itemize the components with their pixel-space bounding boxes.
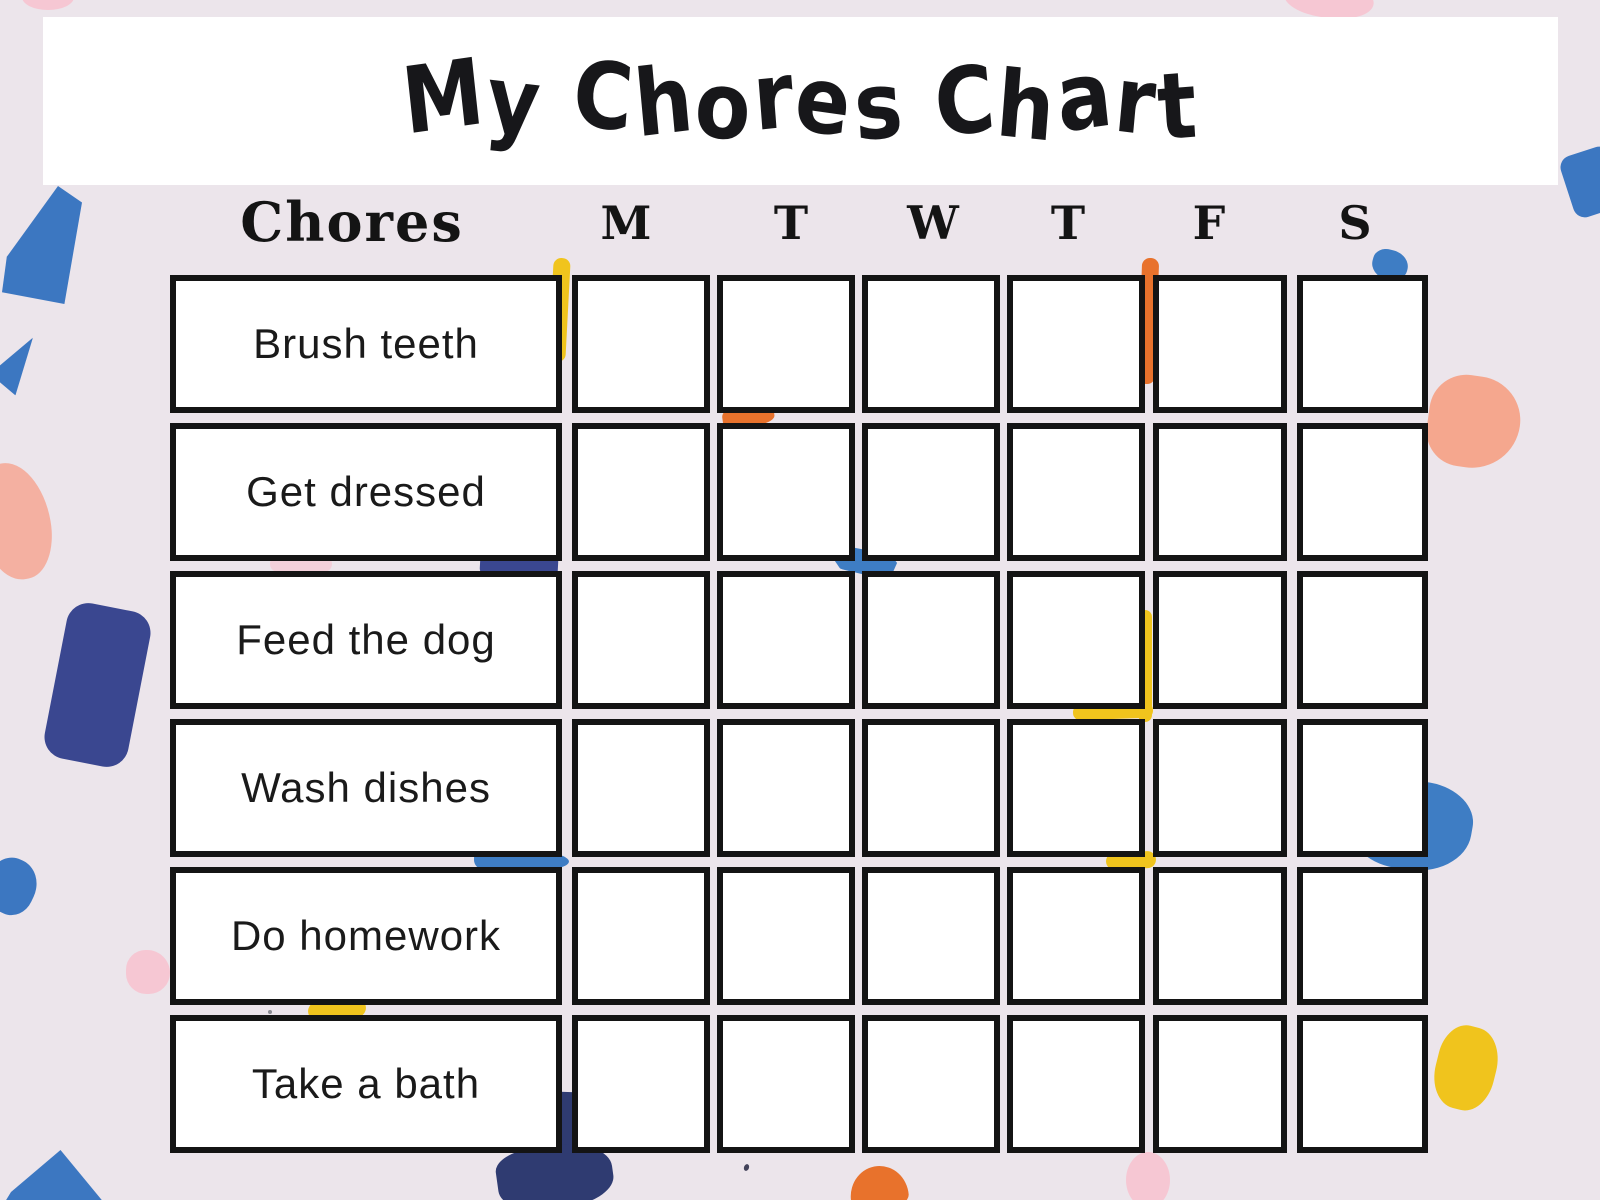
checkbox-r4-wed[interactable] <box>862 719 1000 857</box>
chore-label-do-homework <box>170 867 562 1005</box>
chore-label-text: Get dressed <box>246 468 486 515</box>
checkbox-r4-thu[interactable] <box>1007 719 1145 857</box>
checkbox-r5-tue[interactable] <box>717 867 855 1005</box>
checkbox-r2-tue[interactable] <box>717 423 855 561</box>
checkbox-r5-sat[interactable] <box>1297 867 1428 1005</box>
checkbox-r2-thu[interactable] <box>1007 423 1145 561</box>
checkbox-r6-fri[interactable] <box>1153 1015 1287 1153</box>
checkbox-r3-mon[interactable] <box>572 571 710 709</box>
chore-label-get-dressed <box>170 423 562 561</box>
checkbox-r3-thu[interactable] <box>1007 571 1145 709</box>
checkbox-r1-sat[interactable] <box>1297 275 1428 413</box>
confetti-yellow-blob-bottom-right <box>1427 1020 1506 1116</box>
checkbox-r4-mon[interactable] <box>572 719 710 857</box>
title-banner <box>43 17 1558 185</box>
chore-label-wash-dishes <box>170 719 562 857</box>
checkbox-r3-tue[interactable] <box>717 571 855 709</box>
checkbox-r6-tue[interactable] <box>717 1015 855 1153</box>
confetti-blue-triangle-left <box>2 186 82 304</box>
checkbox-r4-sat[interactable] <box>1297 719 1428 857</box>
checkbox-r5-wed[interactable] <box>862 867 1000 1005</box>
confetti-blue-blob-left-lower <box>0 850 45 922</box>
day-header-monday: M <box>600 196 652 250</box>
day-header-friday: F <box>1192 196 1226 250</box>
chore-label-text: Do homework <box>230 912 502 959</box>
chore-label-text: Take a bath <box>251 1060 481 1107</box>
checkbox-r1-mon[interactable] <box>572 275 710 413</box>
checkbox-r4-fri[interactable] <box>1153 719 1287 857</box>
checkbox-r6-mon[interactable] <box>572 1015 710 1153</box>
checkbox-r5-fri[interactable] <box>1153 867 1287 1005</box>
checkbox-r3-wed[interactable] <box>862 571 1000 709</box>
checkbox-r1-wed[interactable] <box>862 275 1000 413</box>
chore-label-brush-teeth <box>170 275 562 413</box>
checkbox-r2-wed[interactable] <box>862 423 1000 561</box>
chore-label-feed-the-dog <box>170 571 562 709</box>
checkbox-r1-tue[interactable] <box>717 275 855 413</box>
chore-label-text: Wash dishes <box>241 764 491 811</box>
confetti-pink-oval-bottom-right <box>1126 1152 1170 1200</box>
checkbox-r6-sat[interactable] <box>1297 1015 1428 1153</box>
checkbox-r2-mon[interactable] <box>572 423 710 561</box>
chore-label-take-a-bath <box>170 1015 562 1153</box>
checkbox-r3-sat[interactable] <box>1297 571 1428 709</box>
checkbox-r5-mon[interactable] <box>572 867 710 1005</box>
day-header-wednesday: W <box>907 196 959 250</box>
confetti-blue-triangle-bottom-left <box>0 1150 110 1200</box>
checkbox-r2-fri[interactable] <box>1153 423 1287 561</box>
chore-label-text: Brush teeth <box>253 320 479 367</box>
checkbox-r3-fri[interactable] <box>1153 571 1287 709</box>
checkbox-r2-sat[interactable] <box>1297 423 1428 561</box>
confetti-blue-wedge-left <box>0 331 33 396</box>
checkbox-r1-thu[interactable] <box>1007 275 1145 413</box>
confetti-navy-stick-left <box>41 599 155 770</box>
checkbox-r6-thu[interactable] <box>1007 1015 1145 1153</box>
chore-label-text: Feed the dog <box>236 616 496 663</box>
confetti-speck-row5 <box>268 1010 272 1014</box>
confetti-salmon-blob-right <box>1422 370 1526 474</box>
day-header-tuesday: T <box>773 196 809 250</box>
checkbox-r6-wed[interactable] <box>862 1015 1000 1153</box>
confetti-pink-sliver-top-left <box>22 0 74 10</box>
confetti-speck-bottom <box>743 1163 750 1171</box>
day-header-saturday: S <box>1338 196 1372 250</box>
confetti-pink-blob-left <box>0 457 60 585</box>
day-header-thursday: T <box>1050 196 1086 250</box>
chores-column-header: Chores <box>240 190 464 254</box>
page-title: My Chores Chart <box>396 37 1202 163</box>
checkbox-r1-fri[interactable] <box>1153 275 1287 413</box>
checkbox-r4-tue[interactable] <box>717 719 855 857</box>
confetti-pink-dot-left-lower <box>126 950 170 994</box>
confetti-orange-blob-bottom <box>848 1164 910 1200</box>
confetti-blue-rect-top-right <box>1557 144 1600 221</box>
checkbox-r5-thu[interactable] <box>1007 867 1145 1005</box>
